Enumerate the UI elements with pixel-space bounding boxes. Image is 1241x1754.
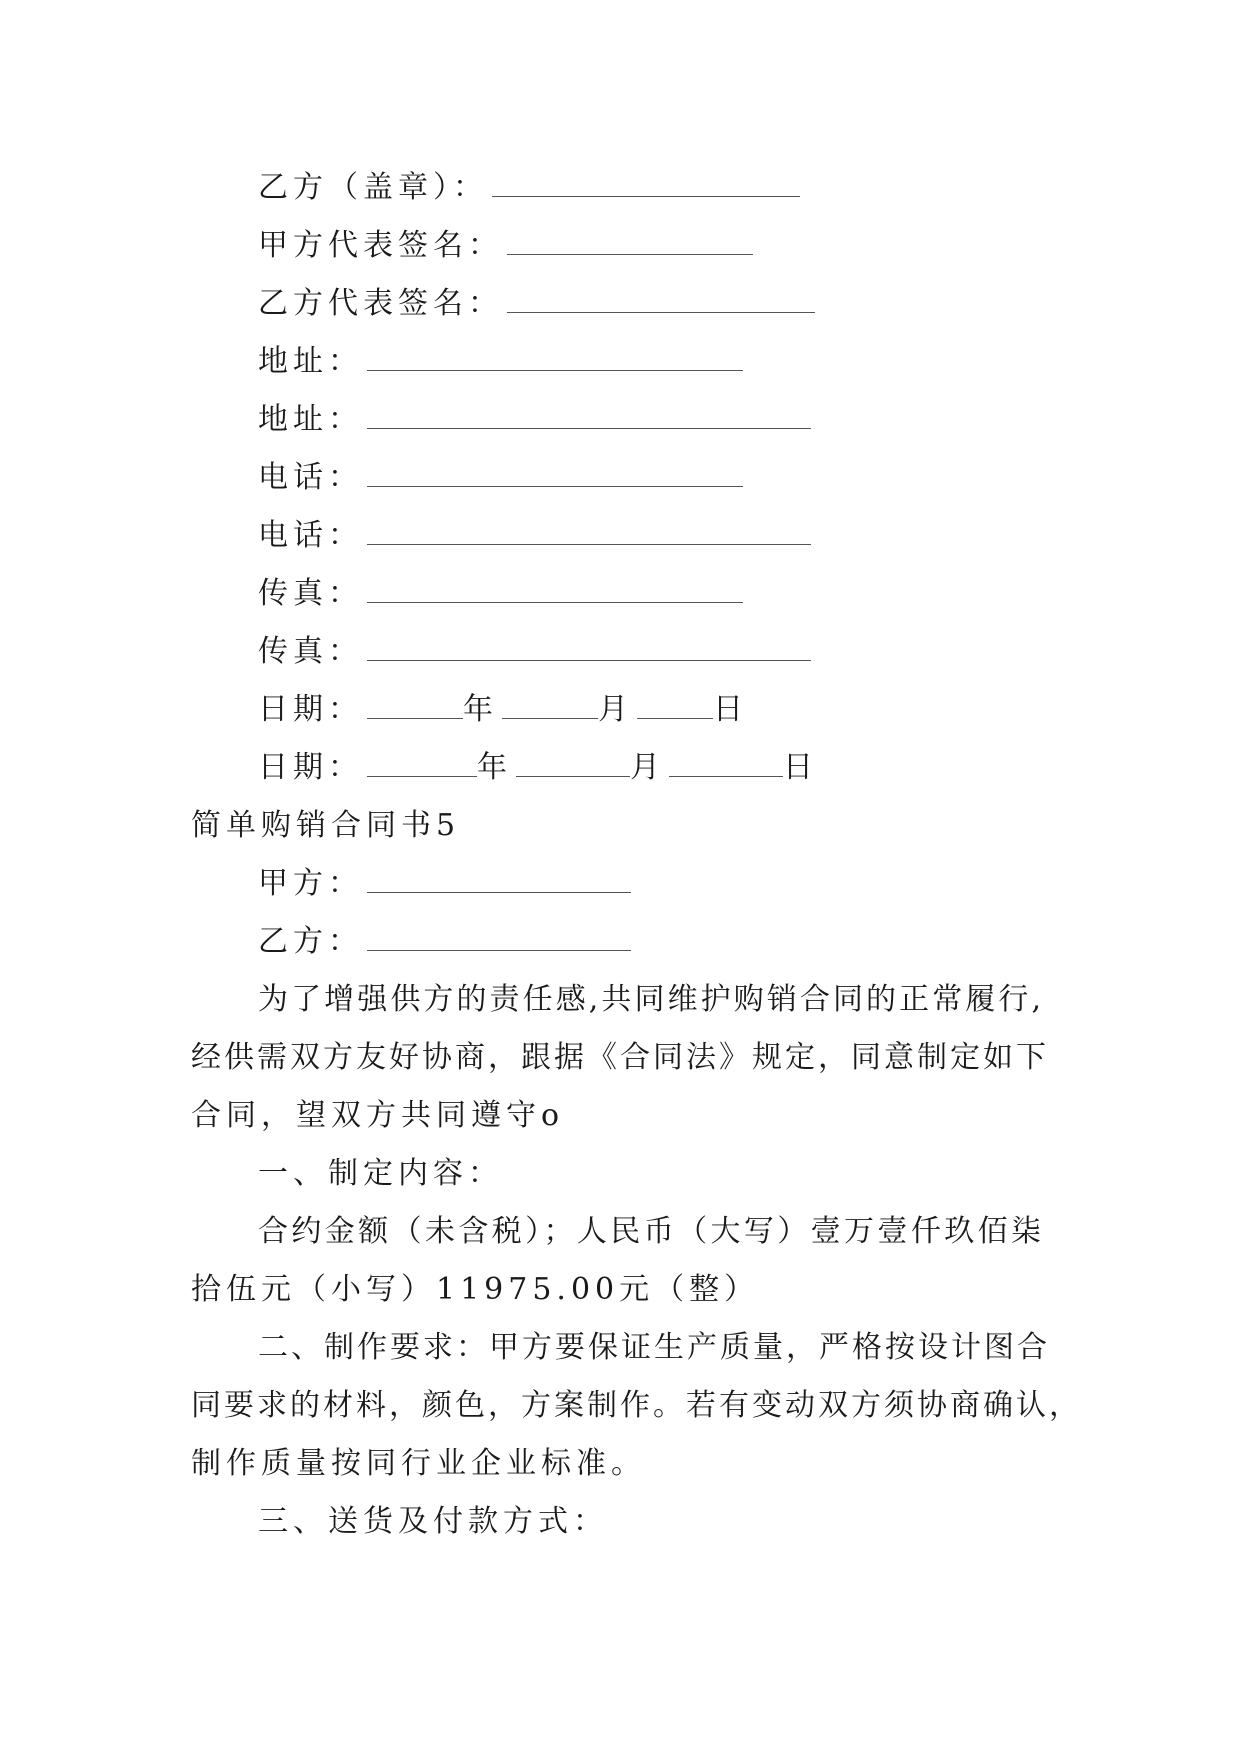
phone-b-line <box>258 516 811 556</box>
party-a-blank[interactable] <box>367 866 631 893</box>
address-a-label: 地址： <box>258 344 363 379</box>
party-b-rep-label: 乙方代表签名： <box>258 286 503 321</box>
phone-b-label: 电话： <box>258 518 363 553</box>
party-a-rep-label: 甲方代表签名： <box>258 228 503 263</box>
party-a-label: 甲方： <box>258 866 363 901</box>
fax-a-line <box>258 574 743 614</box>
section2-line-2: 同要求的材料，颜色，方案制作。若有变动双方须协商确认， <box>191 1388 1082 1423</box>
fax-a-blank[interactable] <box>367 576 743 603</box>
date-a-day: 日 <box>713 692 748 727</box>
amount-line-1: 合约金额（未含税）；人民币（大写）壹万壹仟玖佰柒 <box>258 1214 1044 1249</box>
contract-title: 简单购销合同书5 <box>191 808 461 843</box>
address-a-line <box>258 342 743 382</box>
date-b-year-blank[interactable] <box>367 750 477 777</box>
intro-line-2: 经供需双方友好协商，跟据《合同法》规定，同意制定如下 <box>191 1040 1049 1075</box>
fax-a-label: 传真： <box>258 576 363 611</box>
date-a-year: 年 <box>463 692 498 727</box>
phone-a-line <box>258 458 743 498</box>
phone-a-label: 电话： <box>258 460 363 495</box>
fax-b-label: 传真： <box>258 634 363 669</box>
party-b-blank[interactable] <box>367 924 631 951</box>
phone-a-blank[interactable] <box>367 460 743 487</box>
address-b-blank[interactable] <box>367 402 811 429</box>
section1-title: 一、制定内容： <box>258 1156 503 1191</box>
address-b-line <box>258 400 811 440</box>
party-b-line <box>258 922 631 962</box>
party-a-line <box>258 864 631 904</box>
amount-line-2: 拾伍元（小写）11975.00元（整） <box>191 1272 760 1307</box>
date-b-day-blank[interactable] <box>669 750 783 777</box>
party-a-rep-line <box>258 226 753 266</box>
party-b-seal-label: 乙方（盖章）： <box>258 170 488 205</box>
section2-line-1: 二、制作要求：甲方要保证生产质量，严格按设计图合 <box>258 1330 1050 1365</box>
date-b-label: 日期： <box>258 750 363 785</box>
fax-b-blank[interactable] <box>367 634 811 661</box>
phone-b-blank[interactable] <box>367 518 811 545</box>
party-b-rep-line <box>258 284 815 324</box>
party-b-seal-blank[interactable] <box>492 170 800 197</box>
date-a-month: 月 <box>598 692 633 727</box>
date-a-month-blank[interactable] <box>502 692 598 719</box>
intro-line-3: 合同，望双方共同遵守o <box>191 1098 565 1133</box>
address-a-blank[interactable] <box>367 344 743 371</box>
party-a-rep-blank[interactable] <box>507 228 753 255</box>
date-a-label: 日期： <box>258 692 363 727</box>
party-b-seal-line <box>258 168 800 208</box>
date-b-day: 日 <box>783 750 818 785</box>
fax-b-line <box>258 632 811 672</box>
date-a-year-blank[interactable] <box>367 692 463 719</box>
date-b-year: 年 <box>477 750 512 785</box>
date-b-month-blank[interactable] <box>516 750 630 777</box>
intro-line-1: 为了增强供方的责任感,共同维护购销合同的正常履行, <box>258 982 1044 1017</box>
party-b-label: 乙方： <box>258 924 363 959</box>
date-a-line <box>258 690 748 730</box>
section3-title: 三、送货及付款方式： <box>258 1504 608 1539</box>
date-b-line <box>258 748 818 788</box>
address-b-label: 地址： <box>258 402 363 437</box>
date-b-month: 月 <box>630 750 665 785</box>
section2-line-3: 制作质量按同行业企业标准。 <box>191 1446 646 1481</box>
party-b-rep-blank[interactable] <box>507 286 815 313</box>
date-a-day-blank[interactable] <box>637 692 713 719</box>
